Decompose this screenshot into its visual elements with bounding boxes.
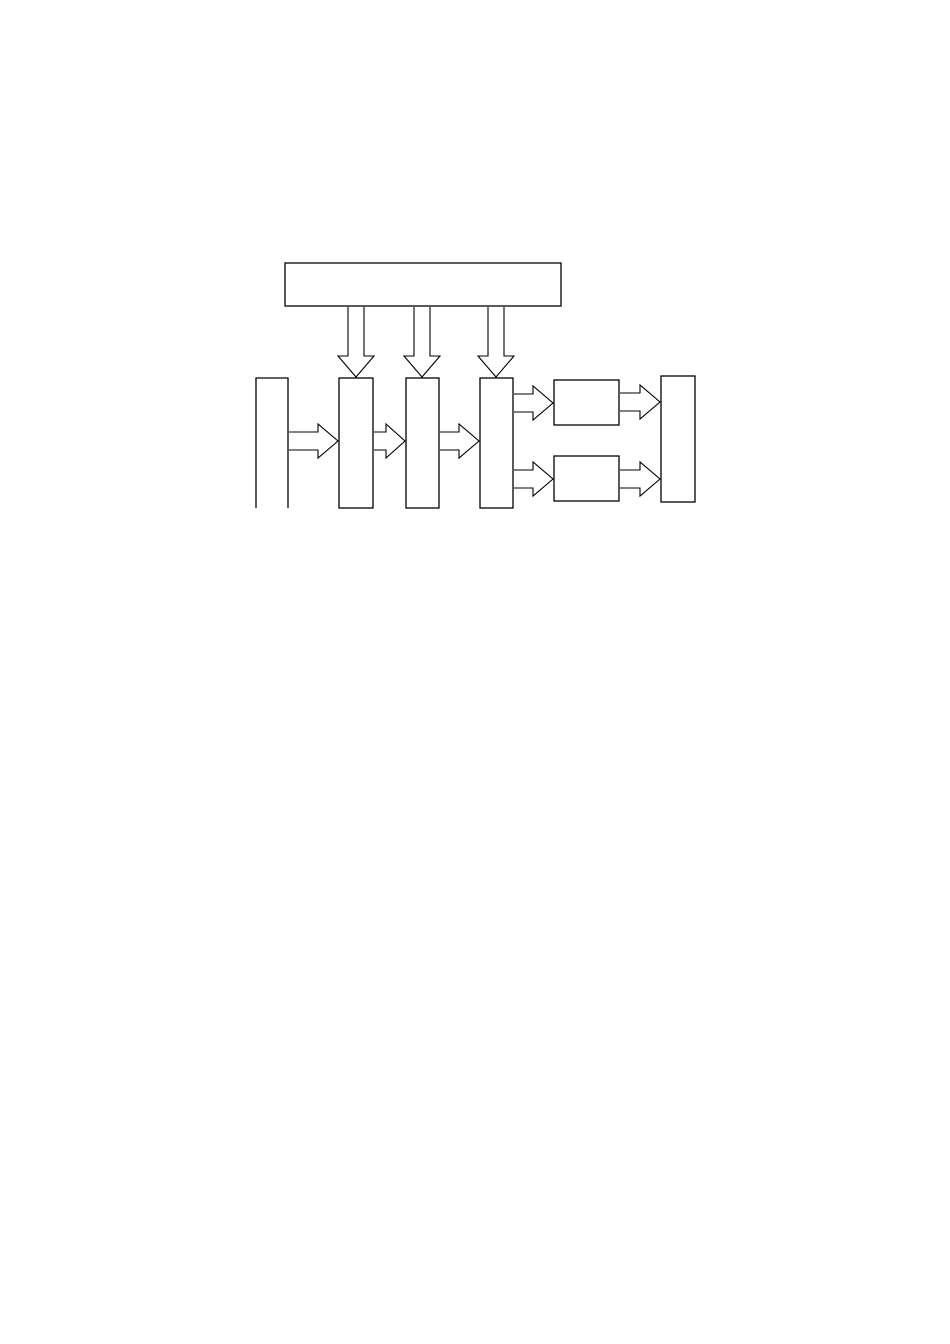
down-arrow-latch (404, 307, 440, 377)
arrow-segment-to-display (620, 385, 660, 419)
down-arrow-counter (338, 307, 374, 377)
input-frequency-box (256, 378, 288, 508)
down-arrows (338, 307, 514, 377)
block-diagram (0, 0, 950, 560)
arrow-bit-to-display (620, 462, 660, 496)
down-arrow-scan (478, 307, 514, 377)
arrow-scan-to-bit (514, 462, 553, 496)
arrow-latch-to-scan (440, 424, 479, 458)
bit-select-box (554, 456, 619, 501)
arrow-counter-to-latch (374, 424, 405, 458)
latch-box (406, 378, 439, 508)
arrow-input-to-counter (289, 424, 338, 458)
clock-control-box (285, 263, 561, 306)
scan-box (480, 378, 513, 508)
counter-box (339, 378, 373, 508)
segment-select-box (554, 380, 619, 425)
arrow-scan-to-segment (514, 386, 553, 420)
display-box (661, 376, 695, 502)
